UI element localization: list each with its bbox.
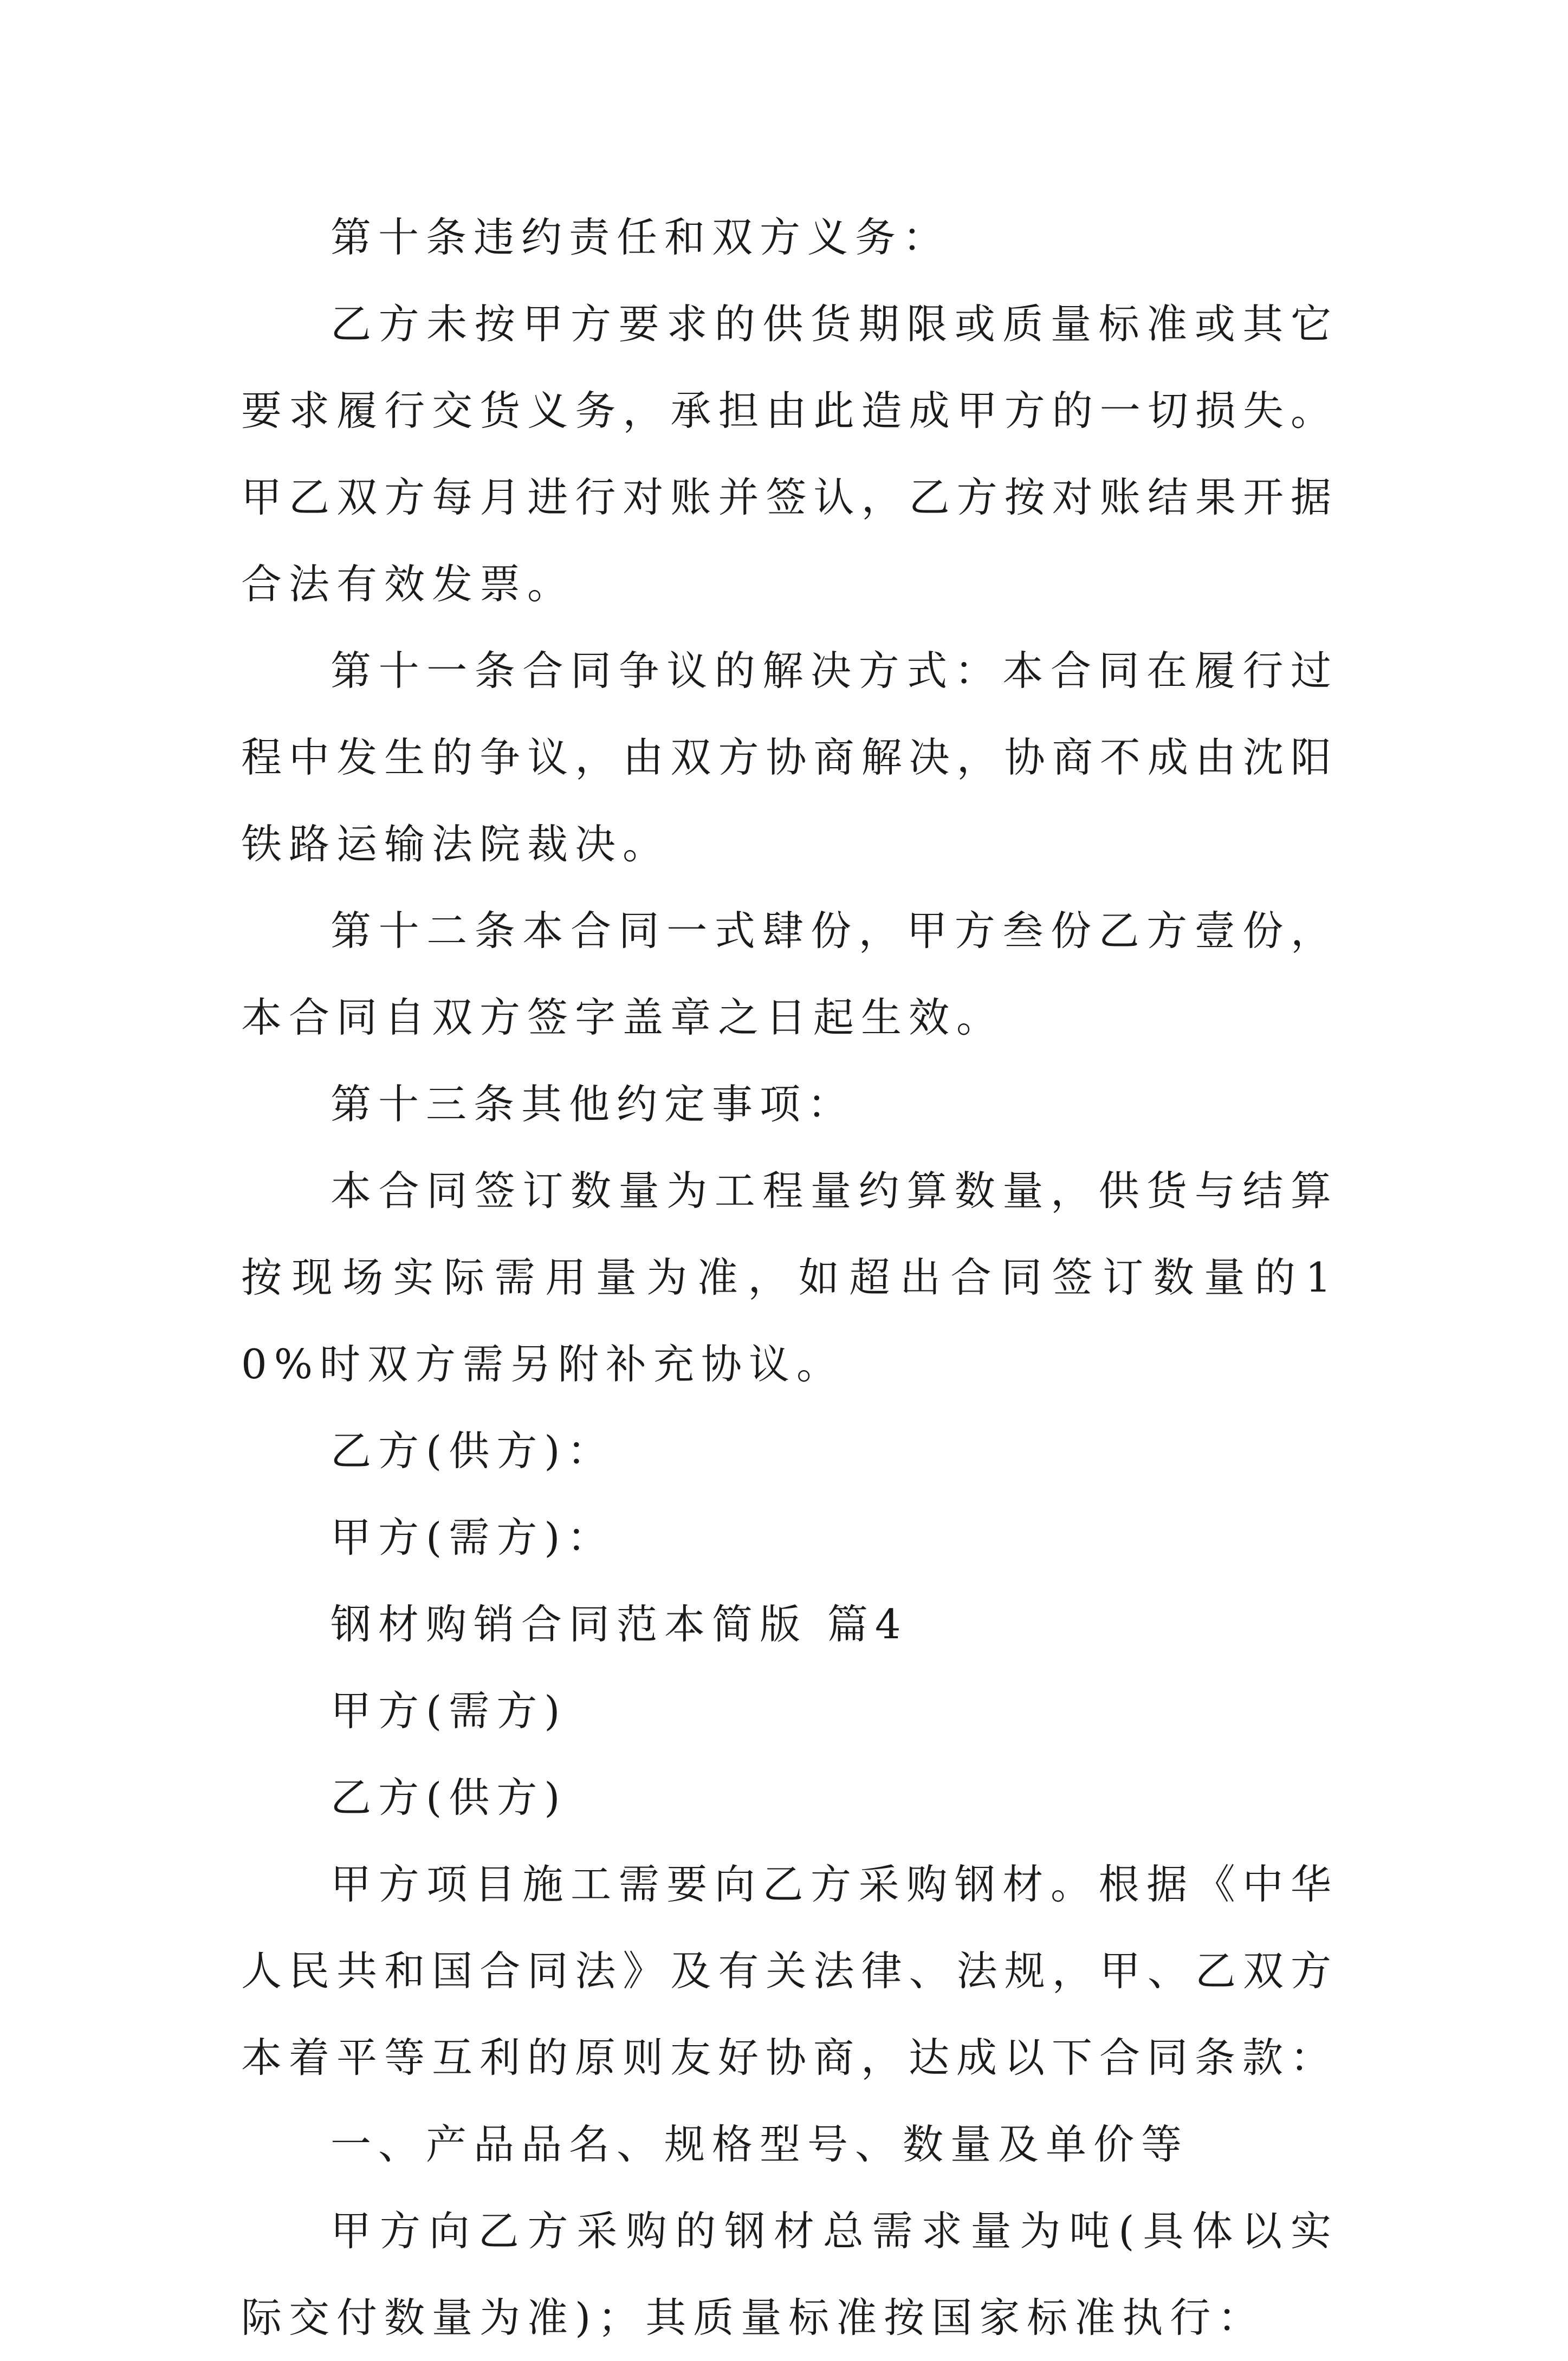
section-title: 钢材购销合同范本简版 篇4 [331, 1600, 908, 1648]
article-1-heading: 一、产品品名、规格型号、数量及单价等 [331, 2120, 1189, 2168]
buyer-signature-line: 甲方(需方)： [331, 1514, 615, 1561]
article-1-body: 甲方向乙方采购的钢材总需求量为吨(具体以实际交付数量为准)；其质量标准按国家标准执行： [241, 2207, 1338, 2341]
party-a-label: 甲方(需方) [331, 1687, 567, 1735]
party-b-label: 乙方(供方) [331, 1774, 567, 1821]
document-body [241, 194, 1338, 2361]
supplier-signature-line: 乙方(供方)： [331, 1427, 615, 1475]
clause-13-body: 本合同签订数量为工程量约算数量，供货与结算按现场实际需用量为准，如超出合同签订数量的10%时双方需另附补充协议。 [241, 1167, 1338, 1388]
clause-13-heading: 第十三条其他约定事项： [331, 1080, 856, 1128]
clause-12-copies-effect: 第十二条本合同一式肆份，甲方叁份乙方壹份，本合同自双方签字盖章之日起生效。 [241, 907, 1338, 1041]
clause-10-heading: 第十条违约责任和双方义务： [331, 213, 951, 261]
clause-11-dispute-resolution: 第十一条合同争议的解决方式：本合同在履行过程中发生的争议，由双方协商解决，协商不成由沈阳铁路运输法院裁决。 [241, 647, 1338, 868]
clause-10-body: 乙方未按甲方要求的供货期限或质量标准或其它要求履行交货义务，承担由此造成甲方的一切损失。甲乙双方每月进行对账并签认，乙方按对账结果开据合法有效发票。 [241, 300, 1338, 608]
preamble-paragraph: 甲方项目施工需要向乙方采购钢材。根据《中华人民共和国合同法》及有关法律、法规，甲、乙双方本着平等互利的原则友好协商，达成以下合同条款： [241, 1860, 1338, 2081]
